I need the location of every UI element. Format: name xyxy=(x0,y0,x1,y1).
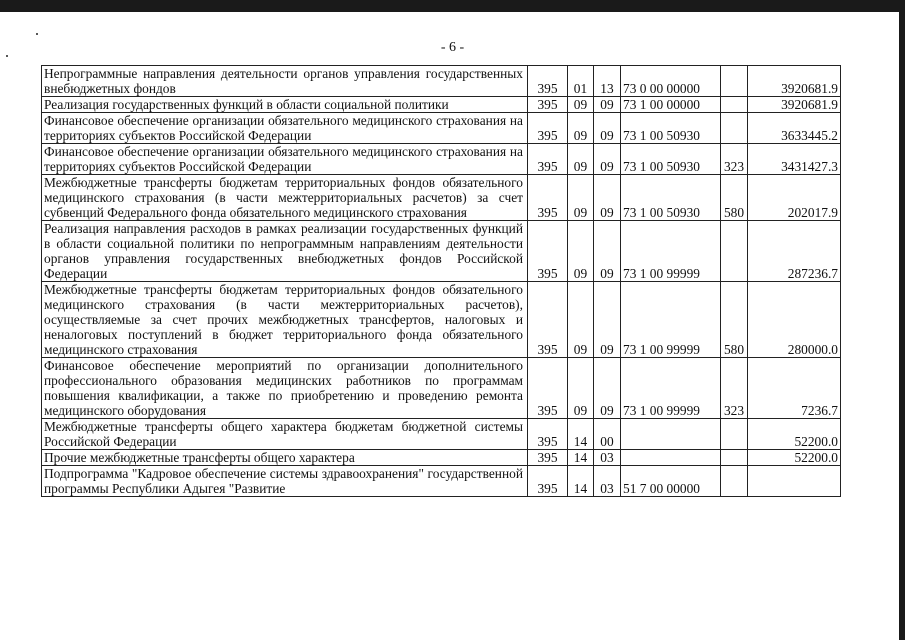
row-name: Финансовое обеспечение организации обязательного медицинского страхования на территориях субъектов Российской Федерации xyxy=(42,113,528,144)
table-row xyxy=(42,113,841,144)
row-ved: 395 xyxy=(528,144,568,175)
row-ved: 395 xyxy=(528,221,568,282)
row-rz: 09 xyxy=(568,97,594,113)
table-row xyxy=(42,144,841,175)
row-vr xyxy=(721,97,748,113)
row-pr: 09 xyxy=(594,144,621,175)
row-pr: 00 xyxy=(594,419,621,450)
row-csr: 73 0 00 00000 xyxy=(621,66,721,97)
row-sum: 287236.7 xyxy=(748,221,841,282)
row-sum: 52200.0 xyxy=(748,419,841,450)
row-name: Финансовое обеспечение организации обязательного медицинского страхования на территориях субъектов Российской Федерации xyxy=(42,144,528,175)
row-ved: 395 xyxy=(528,175,568,221)
table-row xyxy=(42,97,841,113)
row-rz: 14 xyxy=(568,466,594,497)
table-row xyxy=(42,221,841,282)
row-name: Реализация направления расходов в рамках реализации государственных функций в области социальной политики по непрограммным направлениям деятельности органов управления государственных внебюджетных фондов Российской Федерации xyxy=(42,221,528,282)
row-vr xyxy=(721,66,748,97)
row-sum: 3920681.9 xyxy=(748,97,841,113)
row-vr xyxy=(721,419,748,450)
row-name: Реализация государственных функций в области социальной политики xyxy=(42,97,528,113)
row-name: Финансовое обеспечение мероприятий по организации дополнительного профессионального образования медицинских работников по программам повышения квалификации, а также по приобретению и проведению ремонта медицинского оборудования xyxy=(42,358,528,419)
row-name: Подпрограмма "Кадровое обеспечение системы здравоохранения" государственной программы Республики Адыгея "Развитие xyxy=(42,466,528,497)
row-vr: 580 xyxy=(721,175,748,221)
table-row xyxy=(42,419,841,450)
row-sum: 280000.0 xyxy=(748,282,841,358)
row-pr: 09 xyxy=(594,282,621,358)
row-csr: 51 7 00 00000 xyxy=(621,466,721,497)
scan-top-border xyxy=(0,0,905,12)
row-ved: 395 xyxy=(528,358,568,419)
row-sum: 52200.0 xyxy=(748,450,841,466)
row-rz: 09 xyxy=(568,358,594,419)
table-row xyxy=(42,358,841,419)
row-rz: 01 xyxy=(568,66,594,97)
row-vr: 580 xyxy=(721,282,748,358)
row-ved: 395 xyxy=(528,419,568,450)
row-name: Межбюджетные трансферты бюджетам территориальных фондов обязательного медицинского страхования (в части межтерриториальных расчетов) за счет субвенций Федерального фонда обязательного медицинского страхования xyxy=(42,175,528,221)
row-ved: 395 xyxy=(528,113,568,144)
row-csr xyxy=(621,419,721,450)
row-vr: 323 xyxy=(721,144,748,175)
row-pr: 09 xyxy=(594,97,621,113)
row-ved: 395 xyxy=(528,466,568,497)
row-ved: 395 xyxy=(528,282,568,358)
row-name: Непрограммные направления деятельности органов управления государственных внебюджетных фондов xyxy=(42,66,528,97)
row-sum: 3920681.9 xyxy=(748,66,841,97)
row-rz: 14 xyxy=(568,419,594,450)
row-pr: 03 xyxy=(594,466,621,497)
scan-speck xyxy=(36,33,38,35)
row-pr: 13 xyxy=(594,66,621,97)
row-sum: 202017.9 xyxy=(748,175,841,221)
row-pr: 09 xyxy=(594,358,621,419)
row-ved: 395 xyxy=(528,66,568,97)
row-rz: 09 xyxy=(568,221,594,282)
row-csr: 73 1 00 99999 xyxy=(621,221,721,282)
page-number: - 6 - xyxy=(440,40,465,55)
row-vr xyxy=(721,450,748,466)
budget-table xyxy=(41,65,841,497)
row-pr: 09 xyxy=(594,221,621,282)
row-rz: 09 xyxy=(568,175,594,221)
row-vr xyxy=(721,221,748,282)
row-ved: 395 xyxy=(528,97,568,113)
row-sum: 7236.7 xyxy=(748,358,841,419)
row-csr: 73 1 00 50930 xyxy=(621,175,721,221)
row-vr xyxy=(721,113,748,144)
row-sum: 3431427.3 xyxy=(748,144,841,175)
row-pr: 09 xyxy=(594,175,621,221)
row-sum: 3633445.2 xyxy=(748,113,841,144)
table-row xyxy=(42,175,841,221)
table-row xyxy=(42,66,841,97)
row-csr: 73 1 00 99999 xyxy=(621,358,721,419)
table-row xyxy=(42,466,841,497)
row-rz: 09 xyxy=(568,282,594,358)
row-ved: 395 xyxy=(528,450,568,466)
table-row xyxy=(42,282,841,358)
row-csr: 73 1 00 50930 xyxy=(621,113,721,144)
scan-right-border xyxy=(899,12,905,640)
row-pr: 09 xyxy=(594,113,621,144)
row-vr xyxy=(721,466,748,497)
row-rz: 14 xyxy=(568,450,594,466)
row-rz: 09 xyxy=(568,113,594,144)
row-csr: 73 1 00 50930 xyxy=(621,144,721,175)
row-rz: 09 xyxy=(568,144,594,175)
row-csr xyxy=(621,450,721,466)
row-sum xyxy=(748,466,841,497)
table-row xyxy=(42,450,841,466)
row-name: Прочие межбюджетные трансферты общего характера xyxy=(42,450,528,466)
row-csr: 73 1 00 00000 xyxy=(621,97,721,113)
row-name: Межбюджетные трансферты бюджетам территориальных фондов обязательного медицинского страхования (в части межтерриториальных расчетов), осуществляемые за счет прочих межбюджетных трансфертов, налоговых и неналоговых поступлений в бюджет территориального фонда обязательного медицинского страхования xyxy=(42,282,528,358)
row-name: Межбюджетные трансферты общего характера бюджетам бюджетной системы Российской Федерации xyxy=(42,419,528,450)
row-pr: 03 xyxy=(594,450,621,466)
row-csr: 73 1 00 99999 xyxy=(621,282,721,358)
row-vr: 323 xyxy=(721,358,748,419)
